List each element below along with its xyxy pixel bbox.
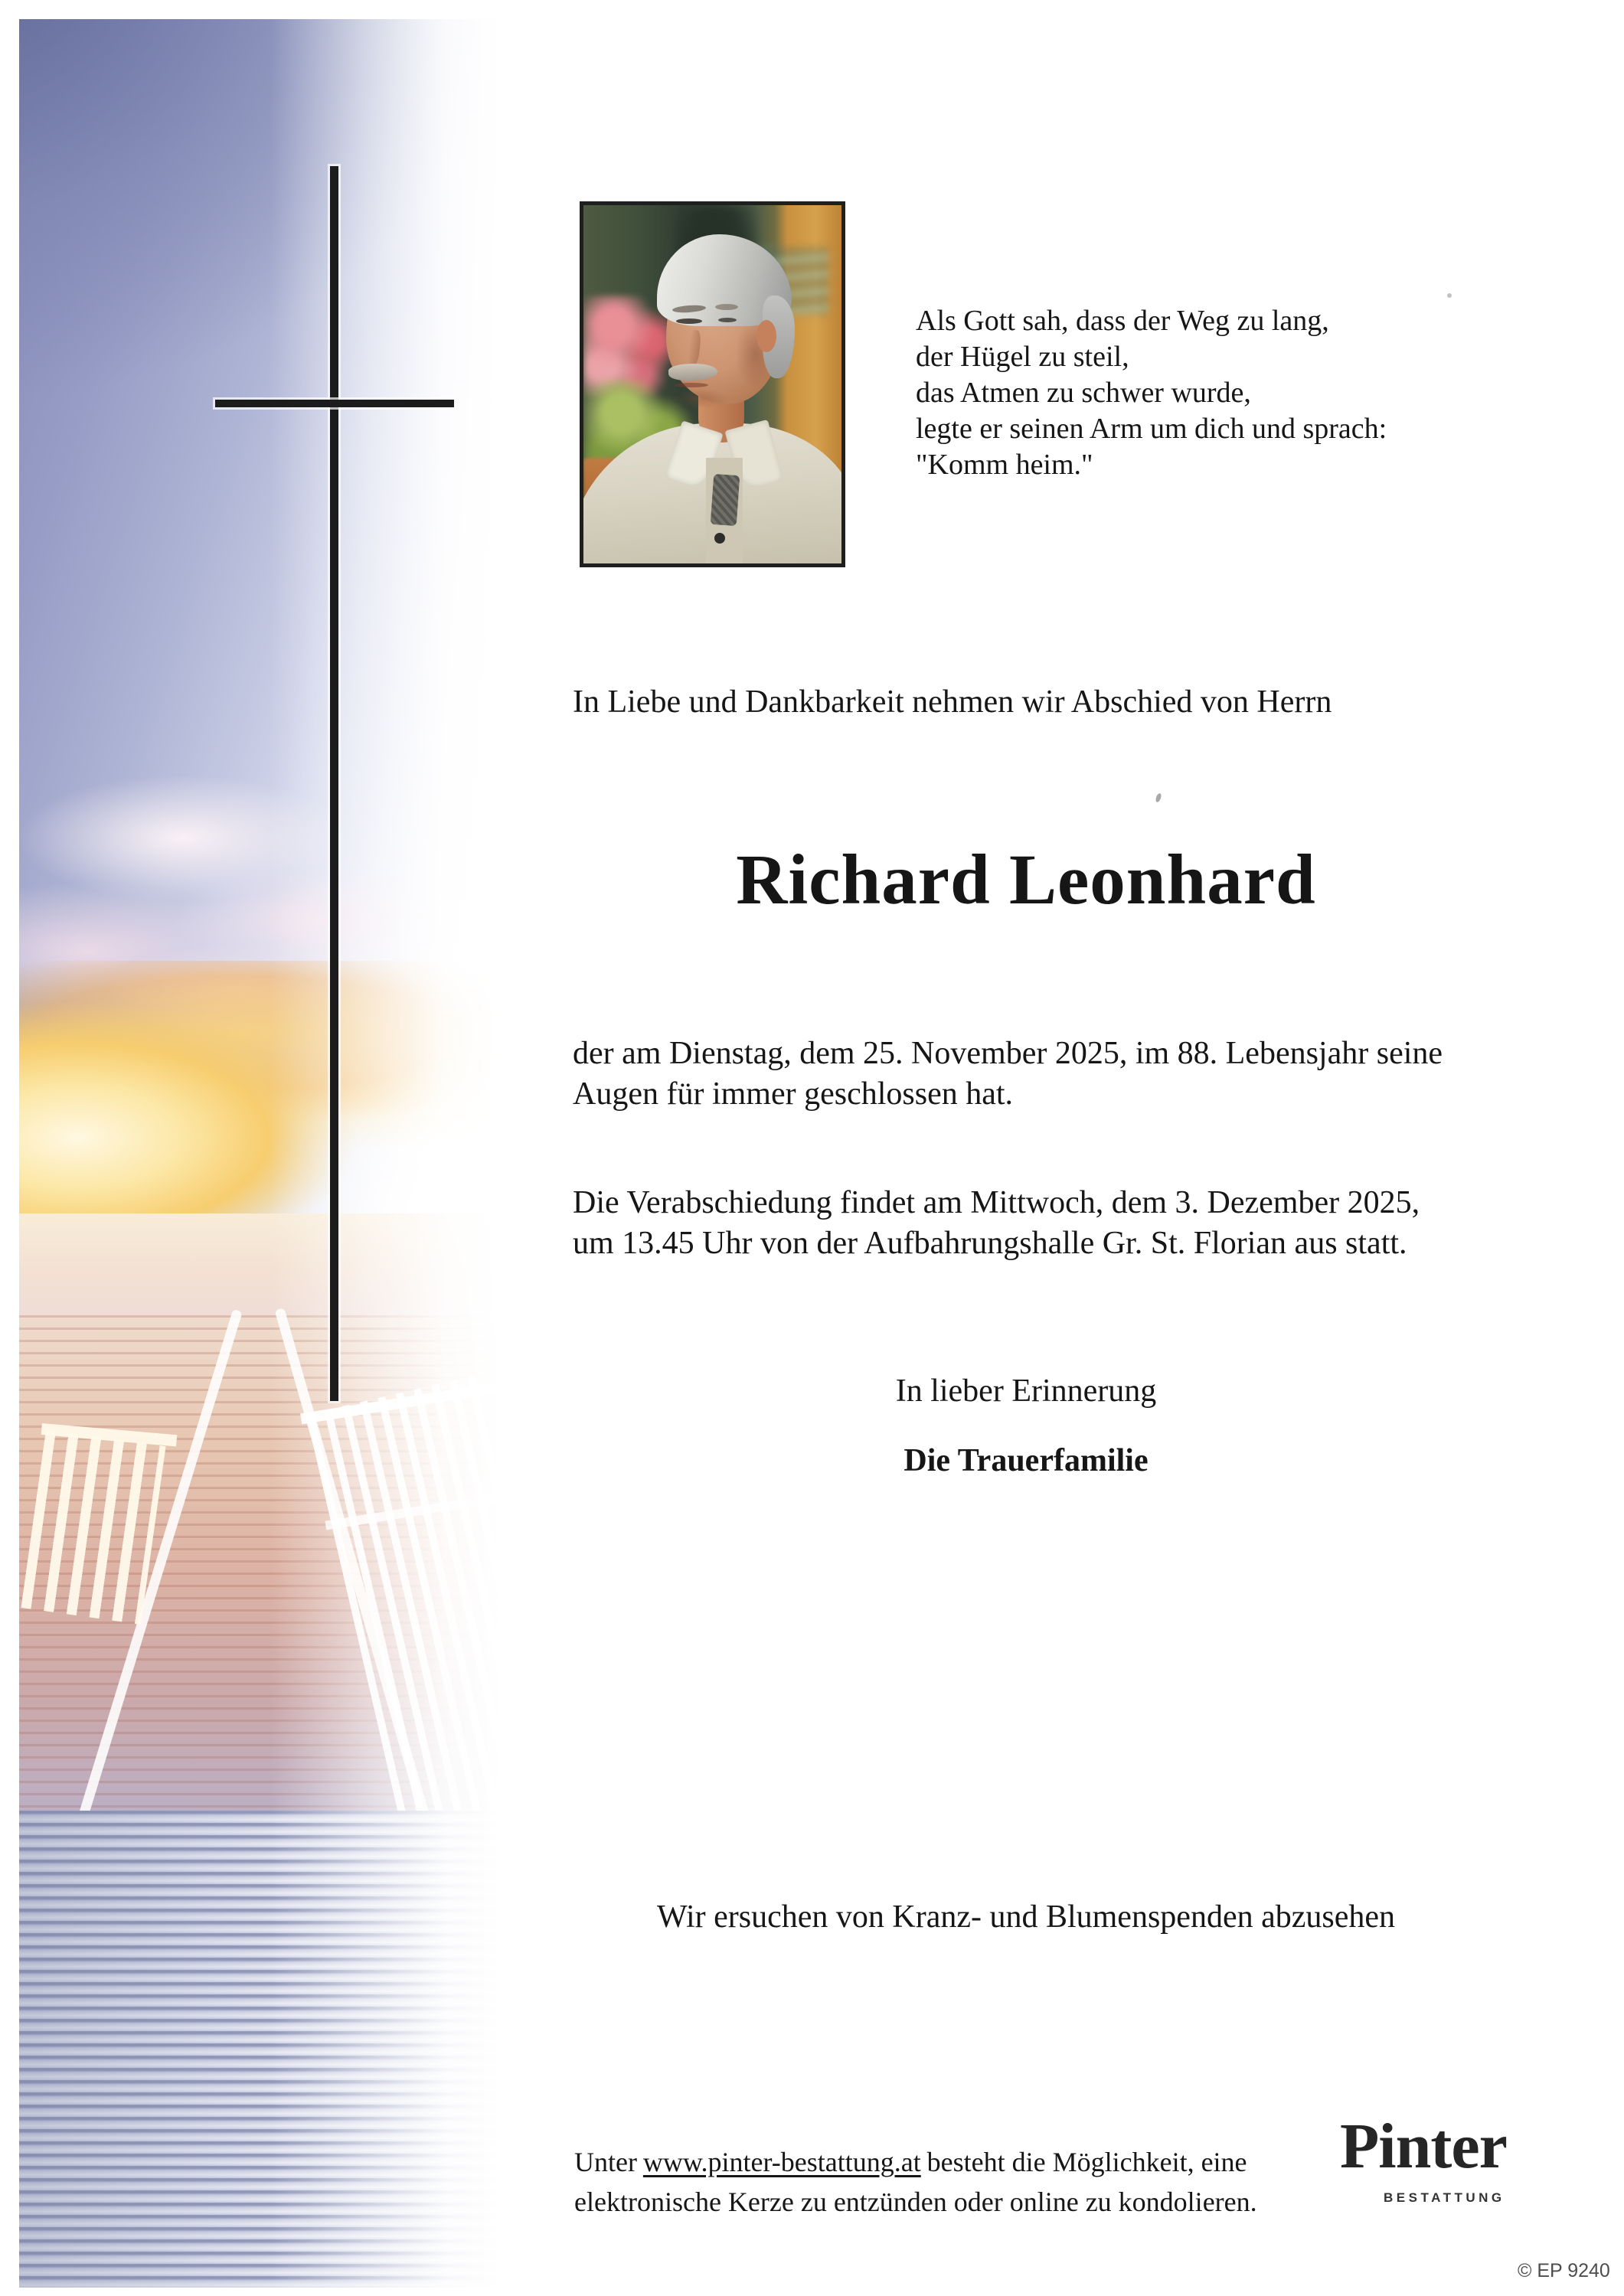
verse-line: der Hügel zu steil, — [916, 341, 1129, 373]
portrait-photo — [580, 201, 845, 567]
death-notice-line: Augen für immer geschlossen hat. — [573, 1076, 1014, 1112]
funeral-home-logo: Pinter — [1340, 2111, 1507, 2182]
memorial-photo-strip — [19, 19, 502, 2288]
verse-line: Als Gott sah, dass der Weg zu lang, — [916, 305, 1329, 337]
portrait-shirt-button — [714, 533, 725, 544]
death-notice — [573, 1034, 1443, 1115]
verse-line: das Atmen zu schwer wurde, — [916, 377, 1251, 409]
portrait-mouth — [675, 383, 708, 387]
mourning-family-line: Die Trauerfamilie — [903, 1443, 1149, 1478]
memorial-cross-vertical-bar — [330, 166, 338, 1401]
farewell-line: um 13.45 Uhr von der Aufbahrungshalle Gr. St. Florian aus statt. — [573, 1226, 1407, 1261]
portrait-chin-shadow — [674, 389, 729, 409]
memorial-verse — [916, 303, 1387, 483]
death-notice-line: der am Dienstag, dem 25. November 2025, im 88. Lebensjahr seine — [573, 1036, 1443, 1071]
condolence-footer — [574, 2142, 1257, 2222]
remembrance-line: In lieber Erinnerung — [895, 1373, 1157, 1409]
print-code: © EP 9240 — [1518, 2260, 1610, 2281]
flower-request-line: Wir ersuchen von Kranz- und Blumenspenden abzusehen — [657, 1899, 1395, 1935]
portrait-eye-right — [718, 318, 737, 322]
footer-website-link: www.pinter-bestattung.at — [642, 2147, 921, 2177]
farewell-line: Die Verabschiedung findet am Mittwoch, dem 3. Dezember 2025, — [573, 1185, 1420, 1220]
farewell-intro-line: In Liebe und Dankbarkeit nehmen wir Abschied von Herrn — [573, 684, 1332, 720]
footer-suffix: besteht die Möglichkeit, eine — [926, 2147, 1247, 2177]
verse-line: legte er seinen Arm um dich und sprach: — [916, 413, 1387, 445]
scan-artifact — [1447, 293, 1452, 298]
funeral-home-tagline: BESTATTUNG — [1384, 2190, 1505, 2205]
farewell-ceremony-notice — [573, 1183, 1420, 1264]
verse-line: "Komm heim." — [916, 449, 1093, 481]
deceased-name: Richard Leonhard — [736, 841, 1316, 919]
portrait-ear — [756, 320, 776, 352]
scan-artifact — [1155, 792, 1162, 802]
footer-line-1 — [574, 2142, 1257, 2182]
footer-prefix: Unter — [574, 2147, 637, 2177]
footer-line-2: elektronische Kerze zu entzünden oder online zu kondolieren. — [574, 2187, 1257, 2217]
portrait-eye-left — [676, 318, 702, 324]
strip-white-fade — [19, 19, 502, 2288]
portrait-shirt-detail — [711, 474, 740, 526]
memorial-cross-horizontal-bar — [215, 400, 454, 407]
portrait-eyebrow-right — [715, 304, 738, 310]
